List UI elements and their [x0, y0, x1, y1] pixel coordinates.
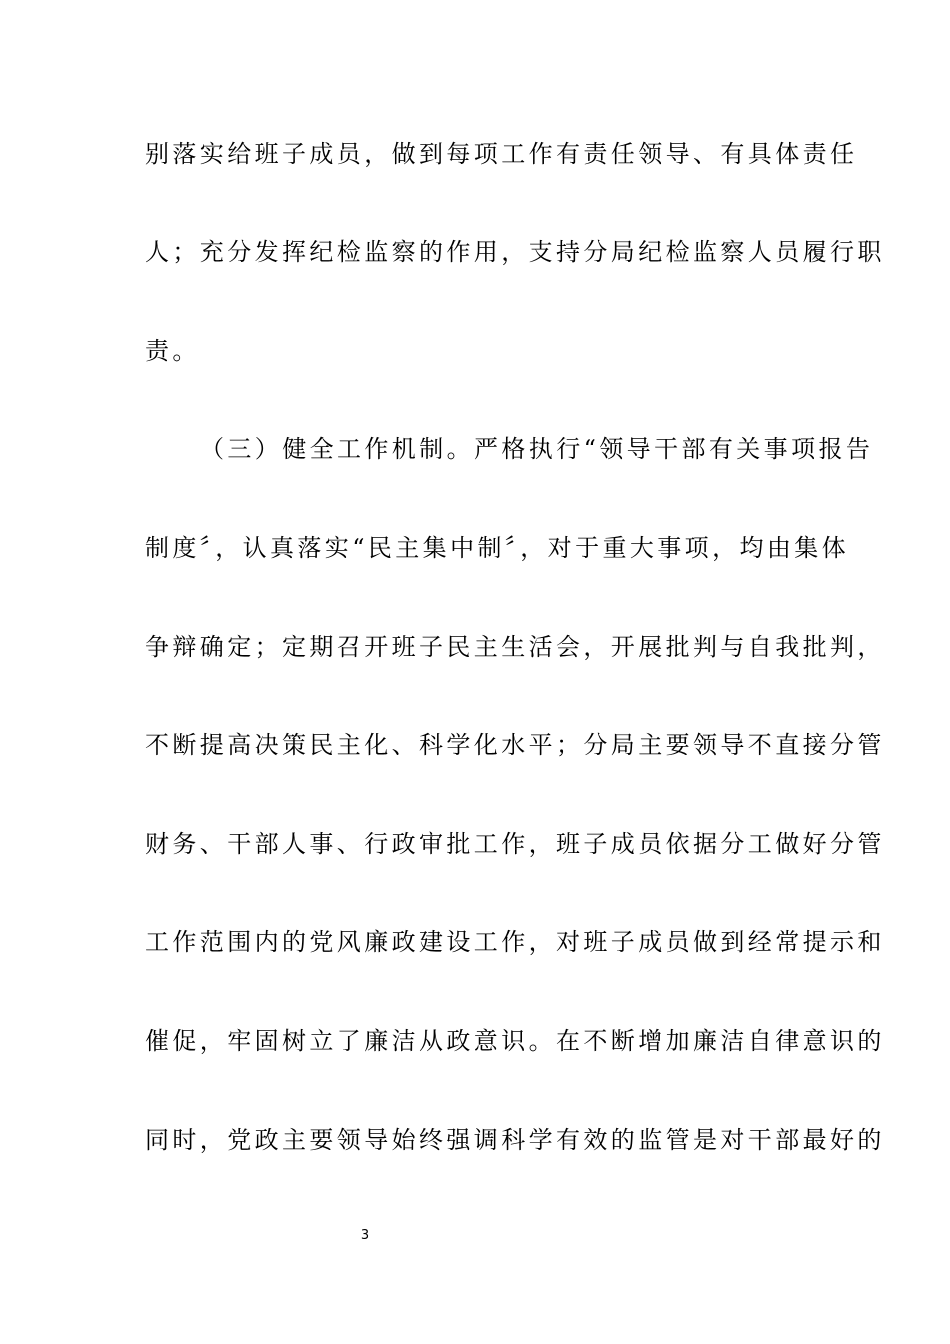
section-heading-line: （三）健全工作机制。严格执行“领导干部有关事项报告: [200, 435, 874, 463]
body-text-line: 责。: [145, 337, 200, 365]
body-text-line: 不断提高决策民主化、科学化水平；分局主要领导不直接分管: [145, 731, 885, 759]
page-number: 3: [360, 1228, 370, 1243]
body-text-line: 别落实给班子成员，做到每项工作有责任领导、有具体责任: [145, 140, 858, 168]
body-text-line: 人；充分发挥纪检监察的作用，支持分局纪检监察人员履行职: [145, 238, 885, 266]
body-text-line: 制度〞，认真落实“民主集中制〞，对于重大事项，均由集体: [145, 534, 850, 562]
body-text-line: 争辩确定；定期召开班子民主生活会，开展批判与自我批判，: [145, 633, 885, 661]
body-text-line: 财务、干部人事、行政审批工作，班子成员依据分工做好分管: [145, 830, 885, 858]
body-text-line: 催促，牢固树立了廉洁从政意识。在不断增加廉洁自律意识的: [145, 1027, 885, 1055]
body-text-line: 工作范围内的党风廉政建设工作，对班子成员做到经常提示和: [145, 928, 885, 956]
body-text-line: 同时，党政主要领导始终强调科学有效的监管是对干部最好的: [145, 1126, 885, 1154]
